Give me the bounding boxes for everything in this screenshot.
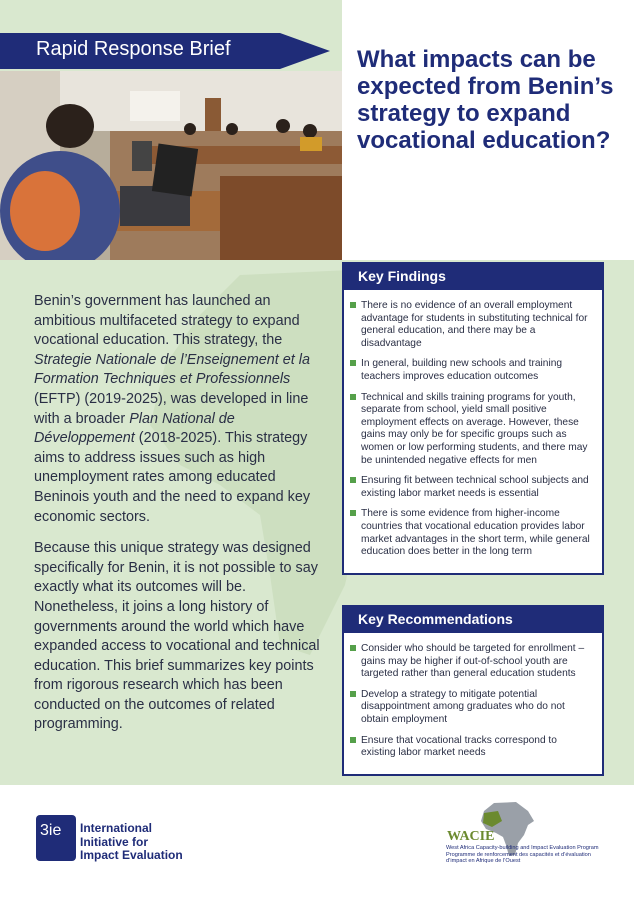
bullet-square-icon: [350, 510, 356, 516]
finding-item: In general, building new schools and training teachers improves education outcomes: [350, 358, 594, 383]
finding-item: There is some evidence from higher-income countries that vocational education provides labor market advantages in the short term, while general education does better in the long term: [350, 508, 594, 558]
page-title: What impacts can be expected from Benin’s strategy to expand vocational education?: [357, 46, 614, 154]
bullet-square-icon: [350, 691, 356, 697]
bullet-square-icon: [350, 360, 356, 366]
recommendation-item: Develop a strategy to mitigate potential disappointment among graduates who do not obtain employment: [350, 689, 594, 727]
recommendation-item: Ensure that vocational tracks correspond to existing labor market needs: [350, 735, 594, 760]
bullet-square-icon: [350, 477, 356, 483]
intro-text: [34, 292, 324, 747]
bullet-square-icon: [350, 645, 356, 651]
bullet-square-icon: [350, 737, 356, 743]
wacie-subtitle: West Africa Capacity-building and Impact Evaluation Program Programme de renforcement des capacités et d’évaluation d’impact en Afrique de l’Ouest: [446, 845, 599, 865]
banner-label: Rapid Response Brief: [36, 38, 231, 60]
bullet-square-icon: [350, 302, 356, 308]
bullet-square-icon: [350, 394, 356, 400]
finding-item: Ensuring fit between technical school subjects and existing labor market needs is essential: [350, 475, 594, 500]
finding-item: Technical and skills training programs for youth, separate from school, yield small positive employment effects on average. However, these gains may only be for specific groups such as women or low performing students, and there may be unintended negative effects for men: [350, 392, 594, 468]
wacie-logo-text: WACIE: [447, 829, 495, 844]
3ie-organization-name: International Initiative for Impact Evaluation: [80, 821, 183, 862]
recommendation-item: Consider who should be targeted for enrollment – gains may be higher if out-of-school youth are targeted rather than general education students: [350, 643, 594, 681]
finding-item: There is no evidence of an overall employment advantage for students in substituting technical for general education, and there may be a disadvantage: [350, 300, 594, 350]
3ie-logo-icon: [36, 815, 76, 861]
key-findings-header: Key Findings: [344, 264, 602, 290]
intro-paragraph-1: Benin’s government has launched an ambitious multifaceted strategy to expand vocational education. This strategy, the Strategie Nationale de l’Enseignement et la Formation Techniques et Professionnels (EFTP) (2019-2025), was developed in line with a broader Plan National de Développement (2018-2025). This strategy aims to address issues such as high unemployment rates among educated Beninois youth and the need to expand key economic sectors.: [34, 293, 311, 525]
svg-text:3ie: 3ie: [40, 822, 62, 839]
intro-paragraph-2: Because this unique strategy was designed specifically for Benin, it is not possible to say exactly what its outcomes will be. Nonetheless, it joins a long history of governments around the world which have expanded access to vocational and technical education. This brief summarizes key points from rigorous research which has been conducted on the outcomes of related programming.: [34, 540, 320, 733]
key-recommendations-header: Key Recommendations: [344, 607, 602, 633]
classroom-photo: [0, 71, 342, 260]
key-findings-panel: [342, 262, 604, 575]
key-recommendations-panel: [342, 605, 604, 776]
